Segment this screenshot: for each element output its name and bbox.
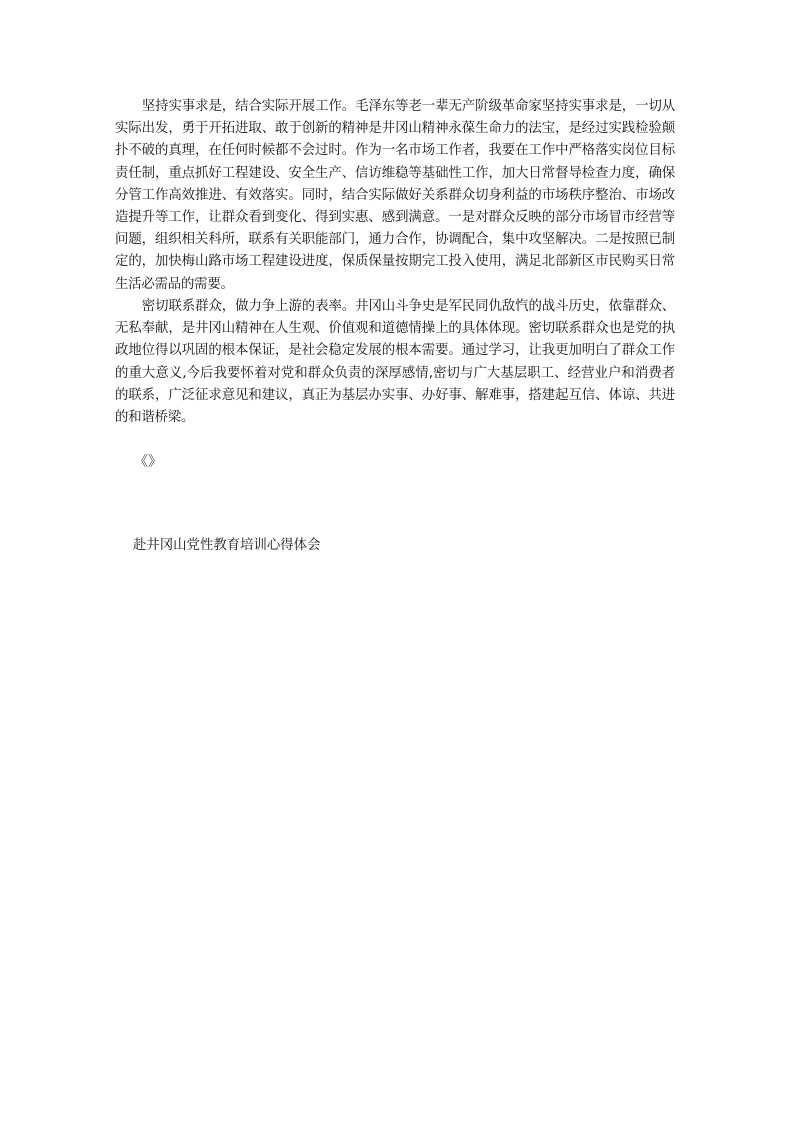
document-title-link[interactable]: 赴井冈山党性教育培训心得体会 [133, 538, 321, 553]
title-brackets: 《》 [134, 454, 162, 470]
body-paragraph-1: 坚持实事求是，结合实际开展工作。毛泽东等老一辈无产阶级革命家坚持实事求是，一切从实际出发，勇于开拓进取、敢于创新的精神是井冈山精神永葆生命力的法宝，是经过实践检验颠扑不破的真理，在任何时候都不会过时。作为一名市场工作者，我要在工作中严格落实岗位目标责任制，重点抓好工程建设、安全生产、信访维稳等基础性工作，加大日常督导检查力度，确保分管工作高效推进、有效落实。同时，结合实际做好关系群众切身利益的市场秩序整治、市场改造提升等工作，让群众看到变化、得到实惠、感到满意。一是对群众反映的部分市场冒市经营等问题，组织相关科所，联系有关职能部门，通力合作，协调配合，集中攻坚解决。二是按照已制定的，加快梅山路市场工程建设进度，保质保量按期完工投入使用，满足北部新区市民购买日常生活必需品的需要。 [115, 99, 675, 292]
body-paragraph-2: 密切联系群众，做力争上游的表率。井冈山斗争史是军民同仇敌忾的战斗历史，依靠群众、无私奉献，是井冈山精神在人生观、价值观和道德情操上的具体体现。密切联系群众也是党的执政地位得以巩固的根本保证，是社会稳定发展的根本需要。通过学习，让我更加明白了群众工作的重大意义,今后我要怀着对党和群众负责的深厚感情,密切与广大基层职工、经营业户和消费者的联系，广泛征求意见和建议，真正为基层办实事、办好事、解难事，搭建起互信、体谅、共进的和谐桥梁。 [115, 299, 675, 426]
